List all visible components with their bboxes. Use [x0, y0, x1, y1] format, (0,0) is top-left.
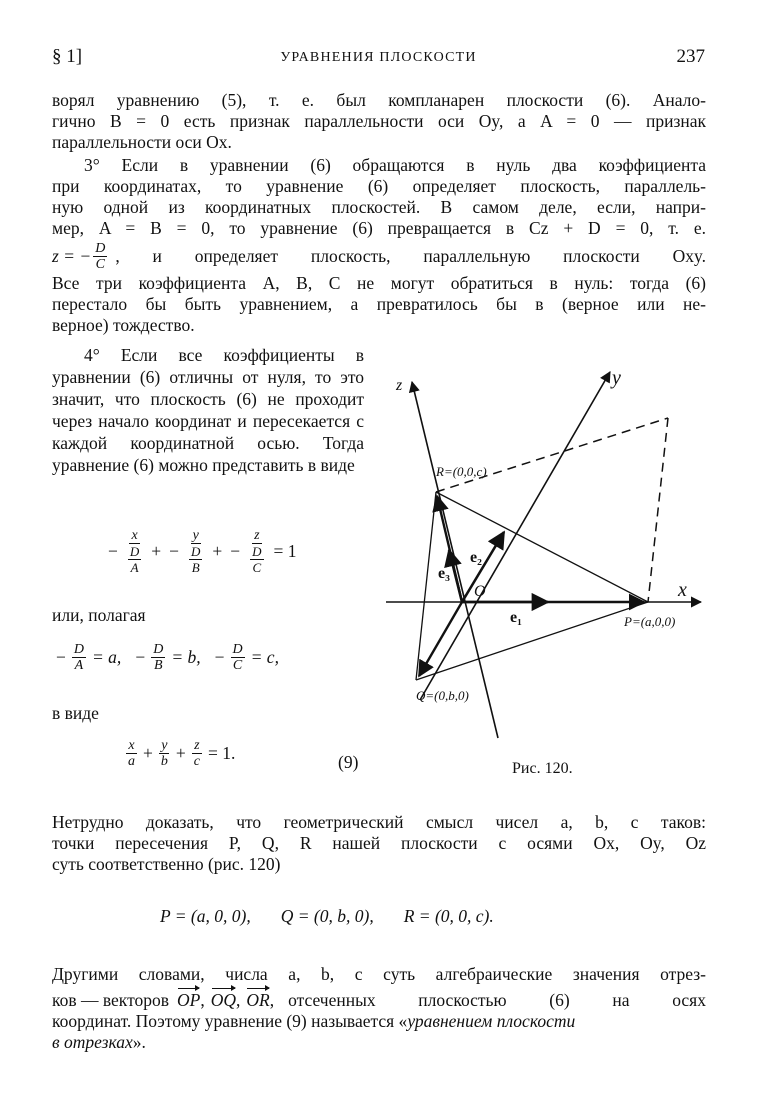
- nested-fraction: [189, 544, 202, 575]
- point-q: Q = (0, b, 0),: [280, 906, 374, 926]
- label-p: P=(a,0,0): [624, 614, 676, 629]
- numerator: D: [191, 544, 201, 559]
- fraction-d-over-c: [231, 642, 245, 673]
- numerator: z: [194, 738, 200, 753]
- fraction-z: [246, 528, 267, 575]
- vector-e3: [449, 550, 462, 602]
- denominator: b: [160, 754, 168, 769]
- emphasis-text: в отрезках: [52, 1032, 133, 1052]
- text-line: [52, 1011, 706, 1032]
- running-header: [52, 44, 705, 74]
- vector-oq-notation: OQ: [211, 987, 236, 1011]
- text-line: параллельности оси Ox.: [52, 132, 232, 152]
- equation-points: [160, 906, 494, 927]
- figure-caption: Рис. 120.: [512, 760, 573, 777]
- paragraph-3: [52, 344, 364, 476]
- text-line: ворял уравнению (5), т. е. был компланарен плоскости (6). Анало-: [52, 90, 706, 110]
- or-text: или, полагая: [52, 605, 146, 625]
- minus-sign: −: [214, 647, 225, 667]
- figure-120: [386, 360, 708, 750]
- plus-sign: +: [175, 743, 186, 763]
- text-line: , и определяет плоскость, параллельную плоскости Oxy.: [115, 245, 706, 266]
- label-e3: e₃: [438, 565, 450, 582]
- page-number: 237: [676, 46, 705, 67]
- section-mark: § 1]: [52, 46, 83, 67]
- text-fragment: ».: [132, 1032, 146, 1052]
- paragraph-1: [52, 90, 706, 153]
- text-line: при координатах, то уравнение (6) определяет плоскость, параллель-: [52, 176, 706, 196]
- text-line: точки пересечения P, Q, R нашей плоскости с осями Ox, Oy, Oz: [52, 833, 706, 853]
- text-line: перестало бы быть уравнением, а превратилось бы в (верное или не-: [52, 294, 706, 314]
- label-z: z: [396, 377, 403, 394]
- plus-sign: +: [151, 541, 162, 561]
- label-q: Q=(0,b,0): [416, 688, 469, 703]
- eq-c-term: = c,: [250, 647, 279, 667]
- text-line: Все три коэффициента A, B, C не могут обратиться в нуль: тогда (6): [52, 273, 706, 293]
- label-y: y: [612, 367, 621, 389]
- denominator: C: [95, 256, 105, 272]
- text-line: суть соответственно (рис. 120): [52, 854, 281, 874]
- text-line-with-vectors: [52, 985, 706, 1011]
- denominator: [185, 544, 206, 575]
- fraction-d-over-a: [72, 642, 86, 673]
- triangle-edge-qp: [416, 602, 648, 680]
- text-line-with-fraction: [52, 239, 706, 273]
- text-line: 3° Если в уравнении (6) обращаются в нуль два коэффициента: [84, 155, 706, 175]
- fraction-y-over-b: [159, 738, 170, 769]
- plus-sign: +: [212, 541, 223, 561]
- numerator: x: [128, 738, 135, 753]
- z-axis: [412, 382, 498, 738]
- equation-abc-definitions: [52, 642, 279, 673]
- paragraph-5: [52, 964, 706, 1053]
- text-line: мер, A = B = 0, то уравнение (6) превращается в Cz + D = 0, т. е.: [52, 218, 706, 238]
- denominator: B: [191, 560, 200, 575]
- label-r: R=(0,0,c): [436, 464, 487, 479]
- vector-op-notation: OP: [177, 987, 200, 1011]
- minus-sign: −: [169, 541, 180, 561]
- dashed-edge-r: [436, 418, 668, 492]
- denominator: c: [193, 754, 200, 769]
- running-title: УРАВНЕНИЯ ПЛОСКОСТИ: [280, 50, 477, 65]
- text-fragment: координат. Поэтому уравнение (9) называется «: [52, 1011, 408, 1031]
- fraction-d-over-b: [151, 642, 165, 673]
- denominator: B: [153, 658, 163, 673]
- numerator: z: [254, 528, 260, 543]
- vector-or-notation: OR: [246, 987, 269, 1011]
- numerator: D: [232, 642, 243, 657]
- label-e2: e₂: [470, 549, 482, 566]
- numerator: D: [153, 642, 164, 657]
- minus-sign: −: [108, 541, 118, 561]
- paragraph-text: 4° Если все коэффициенты в уравнении (6) отличны от нуля, то это значит, что плоскость (6) не проходит через начало координат и пересекается с каждой координатной осью. Тогда уравнение (6) можно представить в виде: [52, 345, 364, 475]
- numerator: x: [131, 528, 138, 543]
- text-line: ную одной из координатных плоскостей. В самом деле, если, напри-: [52, 197, 706, 217]
- denominator: [124, 544, 145, 575]
- fraction-z-over-c: [192, 738, 202, 769]
- comma: ,: [200, 990, 205, 1010]
- eq-a-term: = a,: [92, 647, 122, 667]
- emphasis-text: уравнением плоскости: [407, 1011, 576, 1031]
- minus-sign: −: [230, 541, 241, 561]
- denominator: C: [252, 560, 262, 575]
- paragraph-2: [52, 155, 706, 336]
- comma: ,: [236, 990, 241, 1010]
- inline-math: z = −: [52, 245, 92, 266]
- numerator: y: [161, 738, 168, 753]
- denominator: a: [128, 754, 135, 769]
- v-vide-text: в виде: [52, 703, 99, 723]
- label-o: O: [474, 583, 486, 600]
- point-r: R = (0, 0, c).: [403, 906, 494, 926]
- equation-9: [124, 738, 239, 769]
- fraction-y: [185, 528, 206, 575]
- fraction-x-over-a: [126, 738, 137, 769]
- text-fragment: отсеченных плоскостью (6) на осях: [288, 990, 706, 1010]
- denominator: C: [232, 658, 243, 673]
- nested-fraction: [128, 544, 141, 575]
- text-line: гично B = 0 есть признак параллельности оси Oy, а A = 0 — признак: [52, 111, 706, 131]
- numerator: D: [252, 544, 262, 559]
- dashed-edge-p: [648, 418, 668, 602]
- text-fragment: ков — векторов: [52, 990, 170, 1010]
- numerator: D: [73, 642, 84, 657]
- comma: ,: [269, 990, 275, 1010]
- denominator: [246, 544, 267, 575]
- eq-b-term: = b,: [171, 647, 201, 667]
- equation-intercept-fractions: [104, 528, 301, 575]
- fraction-d-over-c: [93, 241, 107, 272]
- fraction-x: [124, 528, 145, 575]
- text-line: [52, 1032, 706, 1053]
- text-line: Нетрудно доказать, что геометрический смысл чисел a, b, c таков:: [52, 812, 706, 832]
- label-e1: e₁: [510, 609, 522, 626]
- numerator: D: [129, 544, 140, 559]
- label-x: x: [678, 579, 687, 601]
- minus-sign: −: [135, 647, 146, 667]
- plus-sign: +: [143, 743, 153, 763]
- point-p: P = (a, 0, 0),: [160, 906, 251, 926]
- minus-sign: −: [56, 647, 66, 667]
- paragraph-4: [52, 812, 706, 875]
- triangle-edge-rp: [436, 492, 648, 602]
- equals-one: = 1: [273, 541, 297, 561]
- denominator: A: [130, 560, 139, 575]
- denominator: A: [74, 658, 84, 673]
- nested-fraction: [250, 544, 263, 575]
- text-line: Другими словами, числа a, b, c суть алгебраические значения отрез-: [52, 964, 706, 984]
- numerator: D: [95, 240, 106, 256]
- numerator: y: [192, 528, 199, 543]
- equation-number: (9): [338, 752, 359, 772]
- equals-one: = 1.: [207, 743, 236, 763]
- text-line: верное) тождество.: [52, 315, 195, 335]
